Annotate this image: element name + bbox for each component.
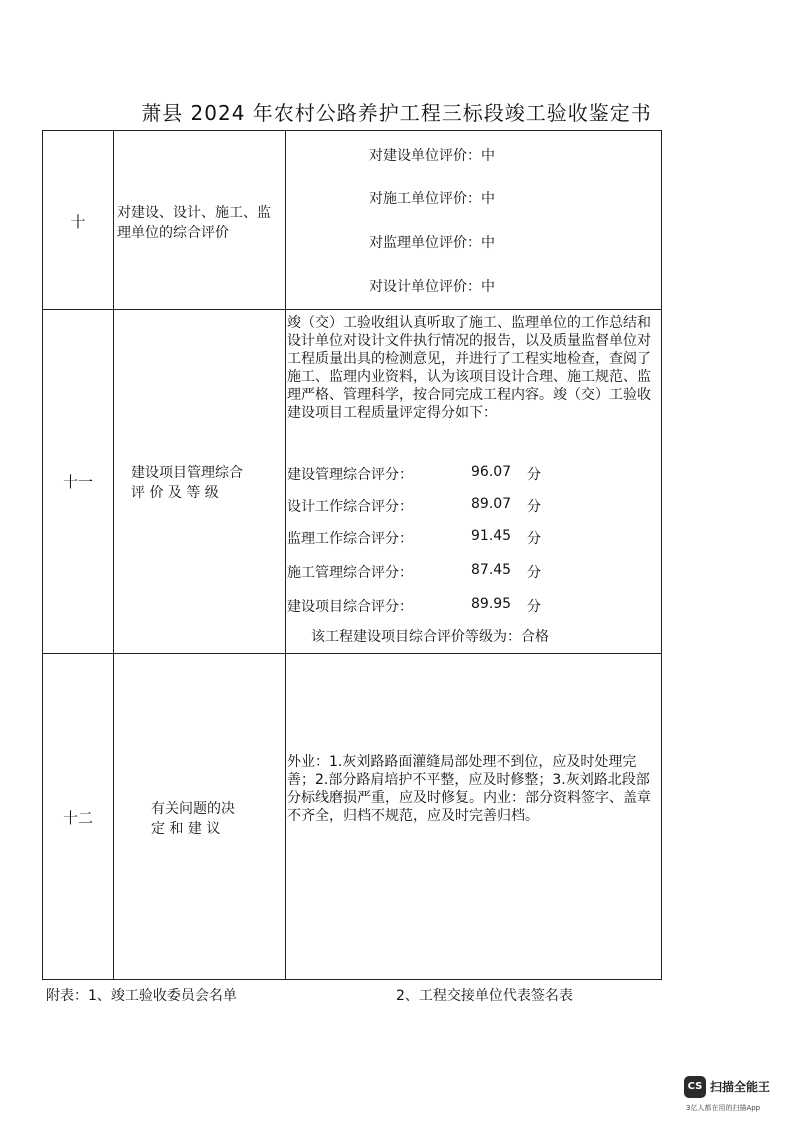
evaluation-design-unit: 对设计单位评价：中 [369,279,495,295]
issues-and-recommendations-paragraph: 外业：1.灰刘路路面灌缝局部处理不到位，应及时处理完善；2.部分路肩培护不平整，应及时修整；3.灰刘路北段部分标线磨损严重，应及时修复。内业：部分资料签字、盖章不齐全，归档不规范，应及时完善归档。 [287,754,651,824]
score-unit: 分 [527,499,541,515]
column-divider-heading [285,131,286,979]
row-divider-1 [43,309,661,310]
score-value-construction-management: 96.07 [471,464,512,480]
score-value-construction-work: 87.45 [471,562,512,578]
section-12-heading-line2: 定 和 建 议 [151,821,221,837]
overall-grade-conclusion: 该工程建设项目综合评价等级为：合格 [311,629,549,645]
watermark-tagline: 3亿人都在用的扫描App [686,1104,761,1112]
scanner-watermark [684,1076,784,1116]
column-divider-number [113,131,114,979]
camscanner-logo-icon: CS [684,1076,706,1098]
score-unit: 分 [527,531,541,547]
score-label-construction-work: 施工管理综合评分： [287,565,413,581]
attachment-signature-sheet: 2、工程交接单位代表签名表 [396,988,573,1004]
section-12-number: 十二 [62,809,93,827]
score-label-project-overall: 建设项目综合评分： [287,599,413,615]
score-value-project-overall: 89.95 [471,596,512,612]
score-unit: 分 [527,565,541,581]
score-unit: 分 [527,467,541,483]
score-label-construction-management: 建设管理综合评分： [287,467,413,483]
evaluation-supervision-unit: 对监理单位评价：中 [369,235,495,251]
row-divider-2 [43,653,661,654]
score-unit: 分 [527,599,541,615]
evaluation-builder-unit: 对施工单位评价：中 [369,191,495,207]
section-11-number: 十一 [62,473,93,491]
score-label-supervision-work: 监理工作综合评分： [287,531,413,547]
section-11-heading-line2: 评 价 及 等 级 [131,485,219,501]
page-title: 萧县 2024 年农村公路养护工程三标段竣工验收鉴定书 [141,101,652,125]
watermark-app-name: 扫描全能王 [710,1080,771,1094]
section-10-heading: 对建设、设计、施工、监理单位的综合评价 [117,205,271,241]
section-10-number: 十 [70,213,86,231]
score-value-supervision-work: 91.45 [471,528,512,544]
acceptance-summary-paragraph: 竣（交）工验收组认真听取了施工、监理单位的工作总结和设计单位对设计文件执行情况的报告，以及质量监督单位对工程质量出具的检测意见，并进行了工程实地检查，查阅了施工、监理内业资料，认为该项目设计合理、施工规范、监理严格、管理科学，按合同完成工程内容。竣（交）工验收建设项目工程质量评定得分如下： [287,315,651,421]
attachment-committee-list: 附表：1、竣工验收委员会名单 [46,988,237,1004]
evaluation-construction-unit: 对建设单位评价：中 [369,148,495,164]
score-label-design-work: 设计工作综合评分： [287,499,413,515]
score-value-design-work: 89.07 [471,496,512,512]
appraisal-table [42,130,662,980]
section-11-heading-line1: 建设项目管理综合 [131,465,243,481]
section-12-heading-line1: 有关问题的决 [151,801,235,817]
